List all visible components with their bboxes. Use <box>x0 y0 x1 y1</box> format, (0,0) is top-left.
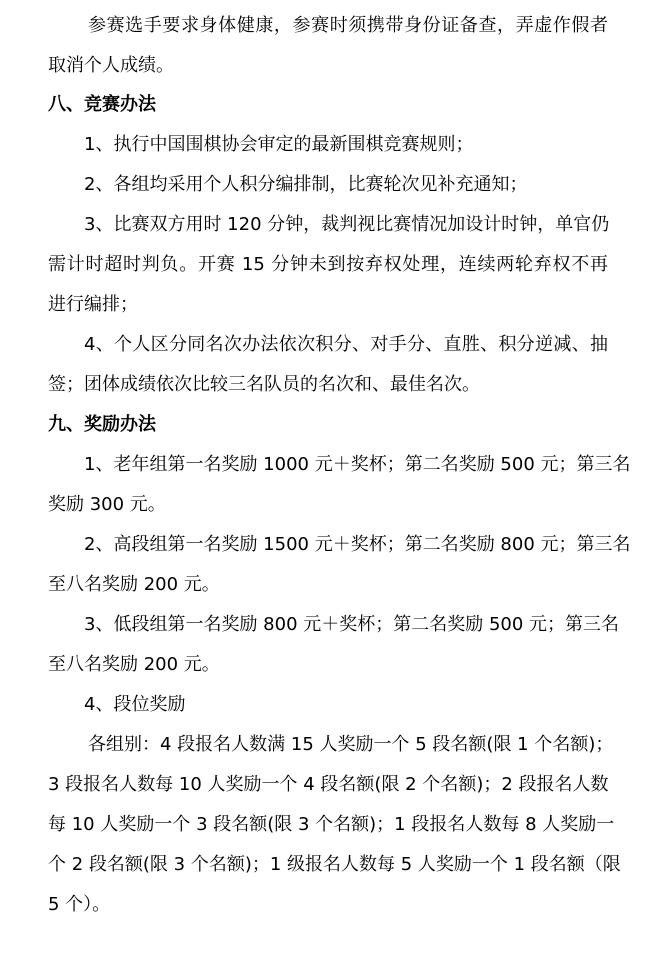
section-heading: 九、奖励办法 <box>48 414 156 435</box>
paragraph-line: 5 个）。 <box>48 894 111 915</box>
paragraph-line: 参赛选手要求身体健康，参赛时须携带身份证备查，弄虚作假者 <box>88 15 608 36</box>
paragraph-line: 至八名奖励 200 元。 <box>48 654 220 675</box>
paragraph-line: 每 10 人奖励一个 3 段名额(限 3 个名额)；1 段报名人数每 8 人奖励一 <box>48 814 615 835</box>
paragraph-line: 3 段报名人数每 10 人奖励一个 4 段名额(限 2 个名额)；2 段报名人数 <box>48 774 609 795</box>
paragraph-line: 进行编排； <box>48 294 138 315</box>
paragraph-line: 1、老年组第一名奖励 1000 元＋奖杯；第二名奖励 500 元；第三名 <box>84 454 631 475</box>
paragraph-line: 1、执行中国围棋协会审定的最新围棋竞赛规则； <box>84 134 474 155</box>
paragraph-line: 2、各组均采用个人积分编排制，比赛轮次见补充通知； <box>84 174 528 195</box>
paragraph-line: 3、比赛双方用时 120 分钟，裁判视比赛情况加设计时钟，单官仍 <box>84 214 610 235</box>
paragraph-line: 取消个人成绩。 <box>48 55 174 76</box>
paragraph-line: 4、个人区分同名次办法依次积分、对手分、直胜、积分逆减、抽 <box>84 334 608 355</box>
paragraph-line: 3、低段组第一名奖励 800 元＋奖杯；第二名奖励 500 元；第三名 <box>84 614 620 635</box>
paragraph-line: 至八名奖励 200 元。 <box>48 574 220 595</box>
paragraph-line: 4、段位奖励 <box>84 694 186 715</box>
paragraph-line: 2、高段组第一名奖励 1500 元＋奖杯；第二名奖励 800 元；第三名 <box>84 534 631 555</box>
paragraph-line: 签；团体成绩依次比较三名队员的名次和、最佳名次。 <box>48 374 480 395</box>
paragraph-line: 各组别：4 段报名人数满 15 人奖励一个 5 段名额(限 1 个名额)； <box>88 734 614 755</box>
paragraph-line: 奖励 300 元。 <box>48 494 166 515</box>
paragraph-line: 个 2 段名额(限 3 个名额)；1 级报名人数每 5 人奖励一个 1 段名额（限 <box>48 854 621 875</box>
section-heading: 八、竞赛办法 <box>48 94 156 115</box>
paragraph-line: 需计时超时判负。开赛 15 分钟未到按弃权处理，连续两轮弃权不再 <box>48 254 608 275</box>
